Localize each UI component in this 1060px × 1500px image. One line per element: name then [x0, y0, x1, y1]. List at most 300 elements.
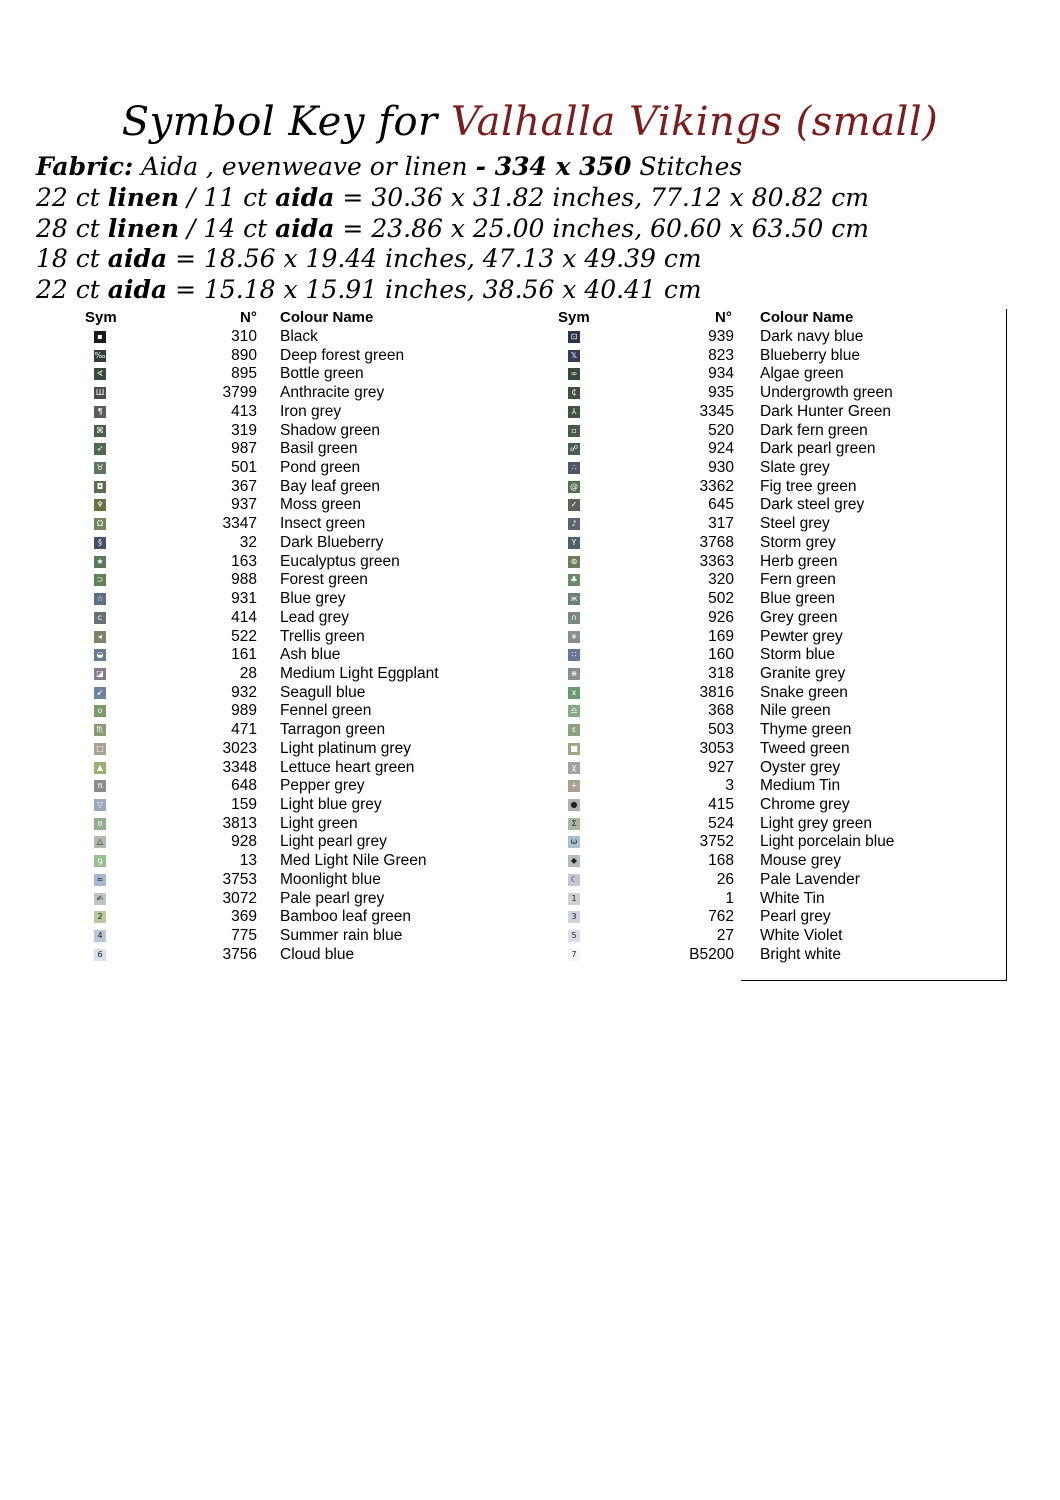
key-row: [80, 609, 480, 628]
colour-name: White Violet: [760, 927, 843, 944]
size-count: / 11 ct: [179, 182, 276, 212]
symbol-swatch-icon: ▽: [94, 799, 106, 811]
key-row: [552, 422, 972, 441]
floss-number: 3799: [222, 384, 257, 402]
floss-number: 3752: [699, 833, 734, 851]
size-measure: = 15.18 x 15.91 inches, 38.56 x 40.41 cm: [167, 275, 702, 305]
fabric-types: Aida , evenweave or linen: [133, 152, 476, 181]
colour-name: Cloud blue: [280, 945, 355, 963]
key-row: [552, 702, 972, 721]
colour-name: Nile green: [760, 702, 831, 720]
floss-number: 27: [716, 927, 734, 944]
symbol-swatch-icon: ♆: [94, 499, 106, 511]
floss-number: 3072: [222, 889, 257, 907]
colour-name: Slate grey: [760, 459, 830, 477]
key-row: [80, 740, 480, 759]
colour-name: Bright white: [760, 945, 841, 963]
floss-number: 1: [725, 889, 734, 907]
colour-name: Chrome grey: [760, 795, 850, 813]
key-row: [552, 553, 972, 572]
symbol-swatch-icon: ▲: [94, 762, 106, 774]
size-count: 28 ct: [36, 213, 108, 243]
header-number: N°: [240, 309, 257, 326]
colour-name: Light grey green: [760, 814, 873, 832]
floss-number: 524: [708, 814, 734, 832]
symbol-swatch-icon: Σ: [568, 818, 580, 830]
key-row: [552, 833, 972, 852]
floss-number: 939: [708, 328, 734, 345]
key-row: [80, 571, 480, 590]
symbol-swatch-icon: ♪: [568, 518, 580, 530]
colour-name: Storm grey: [760, 533, 836, 551]
key-row: [80, 347, 480, 366]
title-pattern-name: Valhalla Vikings (small): [450, 99, 939, 145]
colour-name: Shadow green: [280, 421, 380, 439]
symbol-swatch-icon: △: [94, 836, 106, 848]
symbol-swatch-icon: ∩: [568, 612, 580, 624]
floss-number: 928: [231, 833, 257, 851]
symbol-swatch-icon: π: [94, 780, 106, 792]
symbol-key-left-column: [80, 309, 480, 964]
floss-number: 501: [231, 459, 257, 477]
symbol-swatch-icon: ♣: [568, 574, 580, 586]
key-row: [552, 815, 972, 834]
floss-number: 648: [231, 777, 257, 795]
floss-number: 161: [231, 646, 257, 664]
symbol-swatch-icon: ₵: [568, 387, 580, 399]
header-sym: Sym: [558, 309, 590, 326]
key-row: [80, 665, 480, 684]
colour-name: Basil green: [280, 440, 358, 458]
colour-name: Lettuce heart green: [280, 758, 415, 776]
floss-number: 318: [708, 664, 734, 682]
floss-number: 935: [708, 384, 734, 402]
key-row: [80, 384, 480, 403]
key-row: [552, 365, 972, 384]
symbol-swatch-icon: 1: [568, 893, 580, 905]
colour-name: Light green: [280, 814, 358, 832]
colour-name: Bay leaf green: [280, 477, 380, 495]
header-colour-name: Colour Name: [280, 309, 374, 326]
title-prefix: Symbol Key for: [121, 99, 438, 145]
symbol-swatch-icon: ∷: [568, 649, 580, 661]
symbol-swatch-icon: ‰: [94, 350, 106, 360]
colour-name: Medium Tin: [760, 777, 841, 795]
key-row: [80, 946, 480, 965]
size-line-28-14: [36, 214, 869, 245]
symbol-swatch-icon: ★: [94, 556, 106, 568]
symbol-swatch-icon: ▪: [94, 331, 106, 343]
fabric-info: [36, 152, 869, 306]
symbol-swatch-icon: ⊡: [568, 331, 580, 343]
colour-name: Dark navy blue: [760, 328, 864, 345]
key-row: [552, 534, 972, 553]
key-row: [80, 777, 480, 796]
fabric-label: Fabric:: [36, 152, 134, 181]
symbol-swatch-icon: ∗: [568, 631, 580, 643]
colour-name: Medium Light Eggplant: [280, 664, 439, 682]
key-row: [552, 384, 972, 403]
header-sym: Sym: [85, 309, 117, 326]
symbol-swatch-icon: ⊛: [568, 556, 580, 568]
colour-name: Light blue grey: [280, 795, 382, 813]
floss-number: 3813: [222, 814, 257, 832]
key-row: [80, 815, 480, 834]
floss-number: 924: [708, 440, 734, 458]
floss-number: 160: [708, 646, 734, 664]
colour-name: Oyster grey: [760, 758, 841, 776]
floss-number: 320: [708, 571, 734, 589]
floss-number: 367: [231, 477, 257, 495]
floss-number: 317: [708, 515, 734, 533]
stitch-suffix: Stitches: [631, 152, 743, 181]
key-row: [80, 496, 480, 515]
colour-name: Blueberry blue: [760, 346, 860, 364]
symbol-swatch-icon: ⋇: [568, 668, 580, 680]
key-row: [80, 515, 480, 534]
key-row: [552, 871, 972, 890]
floss-number: 927: [708, 758, 734, 776]
key-row: [80, 721, 480, 740]
floss-number: 520: [708, 421, 734, 439]
symbol-swatch-icon: ✍: [94, 893, 106, 905]
colour-name: Steel grey: [760, 515, 830, 533]
symbol-swatch-icon: 7: [568, 949, 580, 961]
key-row: [552, 328, 972, 347]
floss-number: 3348: [222, 758, 257, 776]
header-number: N°: [715, 309, 732, 326]
colour-name: Fig tree green: [760, 477, 857, 495]
symbol-swatch-icon: ∴: [568, 462, 580, 474]
key-row: [80, 890, 480, 909]
key-row: [552, 646, 972, 665]
colour-name: Anthracite grey: [280, 384, 385, 402]
symbol-swatch-icon: ☆: [94, 593, 106, 605]
key-row: [80, 796, 480, 815]
symbol-swatch-icon: g: [94, 855, 106, 867]
floss-number: 890: [231, 346, 257, 364]
symbol-swatch-icon: 𝕏: [568, 350, 580, 362]
floss-number: 987: [231, 440, 257, 458]
colour-name: Light platinum grey: [280, 739, 411, 757]
page-title: [0, 92, 1060, 152]
colour-name: Tweed green: [760, 739, 850, 757]
colour-name: Dark fern green: [760, 421, 868, 439]
symbol-swatch-icon: ✓: [568, 499, 580, 511]
symbol-swatch-icon: ∢: [94, 368, 106, 380]
colour-name: Iron grey: [280, 402, 342, 420]
symbol-swatch-icon: ε: [568, 724, 580, 736]
key-row: [80, 628, 480, 647]
key-row: [552, 927, 972, 946]
key-row: [552, 515, 972, 534]
symbol-swatch-icon: §: [94, 537, 106, 549]
floss-number: 937: [231, 496, 257, 514]
symbol-swatch-icon: ♏: [94, 724, 106, 736]
key-row: [80, 908, 480, 927]
symbol-swatch-icon: o: [94, 705, 106, 717]
floss-number: 934: [708, 365, 734, 383]
floss-number: 3363: [699, 552, 734, 570]
size-measure: = 23.86 x 25.00 inches, 60.60 x 63.50 cm: [334, 213, 869, 243]
colour-name: Bamboo leaf green: [280, 908, 411, 926]
symbol-swatch-icon: ⌘: [96, 425, 104, 435]
floss-number: 3345: [699, 402, 734, 420]
colour-name: Fennel green: [280, 702, 372, 720]
size-line-22-11: [36, 183, 869, 214]
colour-name: Pond green: [280, 459, 361, 477]
colour-name: Ash blue: [280, 646, 341, 664]
colour-name: Trellis green: [280, 627, 365, 645]
colour-name: Grey green: [760, 608, 838, 626]
symbol-swatch-icon: x: [568, 687, 580, 699]
floss-number: 3023: [222, 739, 257, 757]
key-row: [552, 496, 972, 515]
key-row: [552, 946, 972, 965]
key-row: [80, 833, 480, 852]
colour-name: Algae green: [760, 365, 844, 383]
colour-name: Dark Hunter Green: [760, 402, 891, 420]
border-bottom-line: [741, 980, 1007, 981]
symbol-swatch-icon: 2: [94, 911, 106, 923]
stitch-dimensions: - 334 x 350: [475, 152, 632, 181]
key-header: [552, 309, 972, 328]
key-row: [80, 478, 480, 497]
symbol-swatch-icon: ⊃: [94, 574, 106, 586]
floss-number: 319: [231, 421, 257, 439]
key-row: [552, 665, 972, 684]
symbol-swatch-icon: ж: [568, 593, 580, 605]
symbol-swatch-icon: ◂: [94, 631, 106, 643]
colour-name: Undergrowth green: [760, 384, 893, 402]
key-header: [80, 309, 480, 328]
key-row: [552, 684, 972, 703]
colour-name: Dark Blueberry: [280, 533, 384, 551]
floss-number: 931: [231, 590, 257, 608]
symbol-swatch-icon: χ: [568, 762, 580, 774]
floss-number: 414: [231, 608, 257, 626]
floss-number: 3347: [222, 515, 257, 533]
key-row: [552, 908, 972, 927]
colour-name: Granite grey: [760, 664, 846, 682]
key-row: [552, 571, 972, 590]
colour-name: Pewter grey: [760, 627, 843, 645]
header-colour-name: Colour Name: [760, 309, 854, 326]
size-fabric: linen: [107, 182, 180, 212]
size-count: 22 ct: [36, 182, 108, 212]
colour-name: Summer rain blue: [280, 927, 403, 944]
colour-name: Black: [280, 328, 318, 345]
key-row: [80, 927, 480, 946]
colour-name: Bottle green: [280, 365, 364, 383]
colour-name: Pearl grey: [760, 908, 831, 926]
key-row: [552, 759, 972, 778]
key-row: [80, 646, 480, 665]
key-row: [552, 721, 972, 740]
colour-name: Tarragon green: [280, 721, 386, 739]
size-fabric: aida: [107, 275, 168, 305]
colour-name: Moss green: [280, 496, 361, 514]
key-row: [552, 478, 972, 497]
floss-number: 3768: [699, 533, 734, 551]
key-row: [80, 440, 480, 459]
key-row: [80, 684, 480, 703]
symbol-swatch-icon: ≈: [94, 874, 106, 886]
size-line-22: [36, 275, 869, 306]
symbol-swatch-icon: ʊ: [94, 818, 106, 830]
size-fabric: linen: [107, 213, 180, 243]
size-fabric: aida: [275, 182, 335, 212]
colour-name: Light pearl grey: [280, 833, 387, 851]
size-measure: = 18.56 x 19.44 inches, 47.13 x 49.39 cm: [167, 244, 702, 274]
floss-number: 775: [231, 927, 257, 944]
size-fabric: aida: [107, 244, 168, 274]
size-count: / 14 ct: [179, 213, 276, 243]
key-row: [80, 403, 480, 422]
symbol-swatch-icon: ☾: [568, 874, 580, 886]
key-row: [80, 328, 480, 347]
colour-name: Light porcelain blue: [760, 833, 895, 851]
size-line-18: [36, 244, 869, 275]
colour-name: Snake green: [760, 683, 848, 701]
floss-number: 926: [708, 608, 734, 626]
key-row: [552, 796, 972, 815]
symbol-swatch-icon: Ω: [94, 518, 106, 530]
symbol-swatch-icon: Ш: [95, 388, 105, 398]
key-row: [80, 590, 480, 609]
key-row: [80, 365, 480, 384]
floss-number: 762: [708, 908, 734, 926]
symbol-swatch-icon: @: [570, 481, 578, 491]
symbol-swatch-icon: ⅄: [568, 406, 580, 418]
floss-number: 310: [231, 328, 257, 345]
symbol-swatch-icon: ♉: [94, 462, 106, 474]
key-row: [552, 459, 972, 478]
floss-number: 3: [725, 777, 734, 795]
symbol-swatch-icon: 3: [568, 911, 580, 923]
symbol-swatch-icon: ➹: [94, 687, 106, 699]
floss-number: 413: [231, 402, 257, 420]
symbol-swatch-icon: ∞: [568, 368, 580, 380]
key-row: [80, 422, 480, 441]
key-row: [552, 590, 972, 609]
floss-number: 28: [239, 664, 257, 682]
symbol-swatch-icon: +: [568, 780, 580, 792]
symbol-swatch-icon: ▫: [568, 425, 580, 437]
floss-number: 168: [708, 852, 734, 870]
key-row: [80, 702, 480, 721]
size-count: 22 ct: [36, 275, 108, 305]
floss-number: 823: [708, 346, 734, 364]
floss-number: 522: [231, 627, 257, 645]
floss-number: 988: [231, 571, 257, 589]
floss-number: 169: [708, 627, 734, 645]
symbol-swatch-icon: ¶: [94, 406, 106, 418]
colour-name: White Tin: [760, 889, 825, 907]
floss-number: 895: [231, 365, 257, 383]
key-row: [552, 609, 972, 628]
floss-number: 471: [231, 721, 257, 739]
colour-name: Thyme green: [760, 721, 852, 739]
symbol-swatch-icon: ♎: [568, 705, 580, 717]
key-row: [552, 347, 972, 366]
colour-name: Deep forest green: [280, 346, 405, 364]
size-fabric: aida: [275, 213, 335, 243]
symbol-swatch-icon: ω: [568, 836, 580, 848]
colour-name: Herb green: [760, 552, 838, 570]
floss-number: 159: [231, 795, 257, 813]
colour-name: Seagull blue: [280, 683, 366, 701]
symbol-swatch-icon: ●: [568, 799, 580, 811]
symbol-swatch-icon: c: [94, 612, 106, 624]
floss-number: 32: [239, 533, 257, 551]
symbol-swatch-icon: ☍: [569, 444, 579, 454]
symbol-swatch-icon: ◆: [568, 855, 580, 867]
symbol-swatch-icon: ◪: [94, 668, 106, 680]
key-row: [552, 440, 972, 459]
symbol-swatch-icon: ◒: [94, 649, 106, 661]
symbol-key-right-column: [552, 309, 972, 964]
floss-number: 3753: [222, 870, 257, 888]
symbol-swatch-icon: ➶: [94, 443, 106, 455]
colour-name: Dark pearl green: [760, 440, 876, 458]
colour-name: Storm blue: [760, 646, 835, 664]
key-row: [552, 628, 972, 647]
symbol-swatch-icon: 5: [568, 930, 580, 942]
colour-name: Eucalyptus green: [280, 552, 400, 570]
floss-number: 368: [708, 702, 734, 720]
size-measure: = 30.36 x 31.82 inches, 77.12 x 80.82 cm: [334, 182, 869, 212]
key-row: [552, 852, 972, 871]
key-row: [552, 740, 972, 759]
floss-number: 989: [231, 702, 257, 720]
floss-number: 13: [239, 852, 257, 870]
floss-number: 930: [708, 459, 734, 477]
symbol-swatch-icon: ■: [568, 743, 580, 755]
key-row: [80, 759, 480, 778]
symbol-swatch-icon: 4: [94, 930, 106, 942]
size-count: 18 ct: [36, 244, 108, 274]
floss-number: 3816: [699, 683, 734, 701]
border-right-line: [1006, 309, 1007, 981]
symbol-swatch-icon: □: [94, 743, 106, 755]
floss-number: B5200: [689, 945, 734, 963]
colour-name: Moonlight blue: [280, 870, 381, 888]
colour-name: Mouse grey: [760, 852, 841, 870]
floss-number: 3053: [699, 739, 734, 757]
floss-number: 932: [231, 683, 257, 701]
colour-name: Insect green: [280, 515, 366, 533]
floss-number: 369: [231, 908, 257, 926]
floss-number: 26: [716, 870, 734, 888]
symbol-swatch-icon: ◘: [94, 481, 106, 493]
floss-number: 163: [231, 552, 257, 570]
colour-name: Blue grey: [280, 590, 346, 608]
floss-number: 645: [708, 496, 734, 514]
colour-name: Pepper grey: [280, 777, 365, 795]
key-row: [552, 890, 972, 909]
key-row: [80, 534, 480, 553]
symbol-swatch-icon: 6: [94, 949, 106, 961]
colour-name: Pale pearl grey: [280, 889, 385, 907]
colour-name: Pale Lavender: [760, 870, 860, 888]
floss-number: 503: [708, 721, 734, 739]
key-row: [552, 777, 972, 796]
colour-name: Med Light Nile Green: [280, 852, 427, 870]
colour-name: Forest green: [280, 571, 368, 589]
colour-name: Lead grey: [280, 608, 349, 626]
floss-number: 3362: [699, 477, 734, 495]
